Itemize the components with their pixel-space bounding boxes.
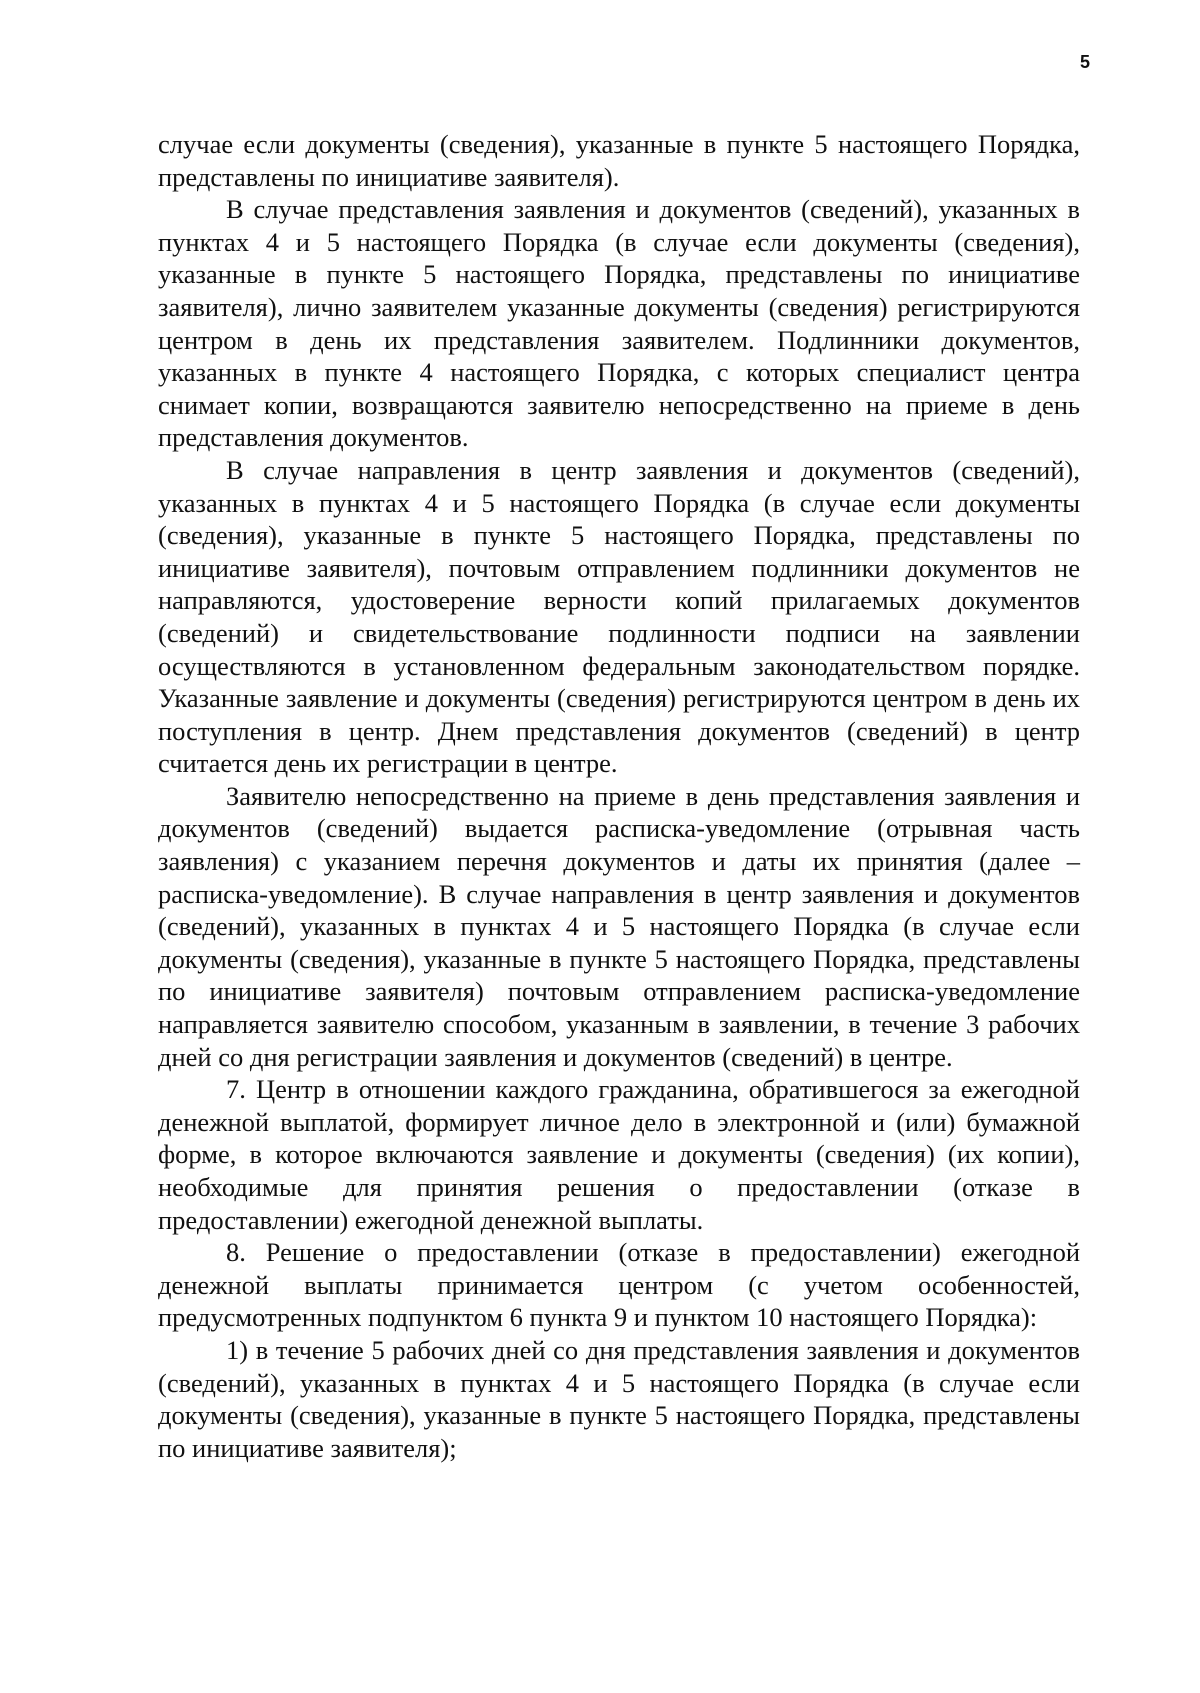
paragraph-item-7: 7. Центр в отношении каждого гражданина, обратившегося за ежегодной денежной выплатой, формирует личное дело в электронной и (или) бумажной форме, в которое включаются заявление и документы (сведения) (их копии), необходимые для принятия решения о предоставлении (отказе в предоставлении) ежегодной денежной выплаты. <box>158 1074 1080 1235</box>
paragraph-receipt-notification: Заявителю непосредственно на приеме в день представления заявления и документов (сведений) выдается расписка-уведомление (отрывная часть заявления) с указанием перечня документов и даты их принятия (далее – расписка-уведомление). В случае направления в центр заявления и документов (сведений), указанных в пунктах 4 и 5 настоящего Порядка (в случае если документы (сведения), указанные в пункте 5 настоящего Порядка, представлены по инициативе заявителя) почтовым отправлением расписка-уведомление направляется заявителю способом, указанным в заявлении, в течение 3 рабочих дней со дня регистрации заявления и документов (сведений) в центре. <box>158 780 1080 1072</box>
paragraph-continuation: случае если документы (сведения), указанные в пункте 5 настоящего Порядка, представлены по инициативе заявителя). <box>158 129 1080 192</box>
paragraph-subitem-1: 1) в течение 5 рабочих дней со дня представления заявления и документов (сведений), указанных в пунктах 4 и 5 настоящего Порядка (в случае если документы (сведения), указанные в пункте 5 настоящего Порядка, представлены по инициативе заявителя); <box>158 1334 1080 1463</box>
page-number: 5 <box>1079 52 1090 72</box>
paragraph-postal-submission: В случае направления в центр заявления и документов (сведений), указанных в пунктах 4 и 5 настоящего Порядка (в случае если документы (сведения), указанные в пункте 5 настоящего Порядка, представлены по инициативе заявителя), почтовым отправлением подлинники документов не направляются, удостоверение верности копий прилагаемых документов (сведений) и свидетельствование подлинности подписи на заявлении осуществляются в установленном федеральным законодательством порядке. Указанные заявление и документы (сведения) регистрируются центром в день их поступления в центр. Днем представления документов (сведений) в центр считается день их регистрации в центре. <box>158 454 1080 779</box>
paragraph-item-8: 8. Решение о предоставлении (отказе в предоставлении) ежегодной денежной выплаты принимается центром (с учетом особенностей, предусмотренных подпунктом 6 пункта 9 и пунктом 10 настоящего Порядка): <box>158 1237 1080 1333</box>
document-body <box>158 128 1080 1464</box>
paragraph-personal-submission: В случае представления заявления и документов (сведений), указанных в пунктах 4 и 5 настоящего Порядка (в случае если документы (сведения), указанные в пункте 5 настоящего Порядка, представлены по инициативе заявителя), лично заявителем указанные документы (сведения) регистрируются центром в день их представления заявителем. Подлинники документов, указанных в пункте 4 настоящего Порядка, с которых специалист центра снимает копии, возвращаются заявителю непосредственно на приеме в день представления документов. <box>158 194 1080 453</box>
